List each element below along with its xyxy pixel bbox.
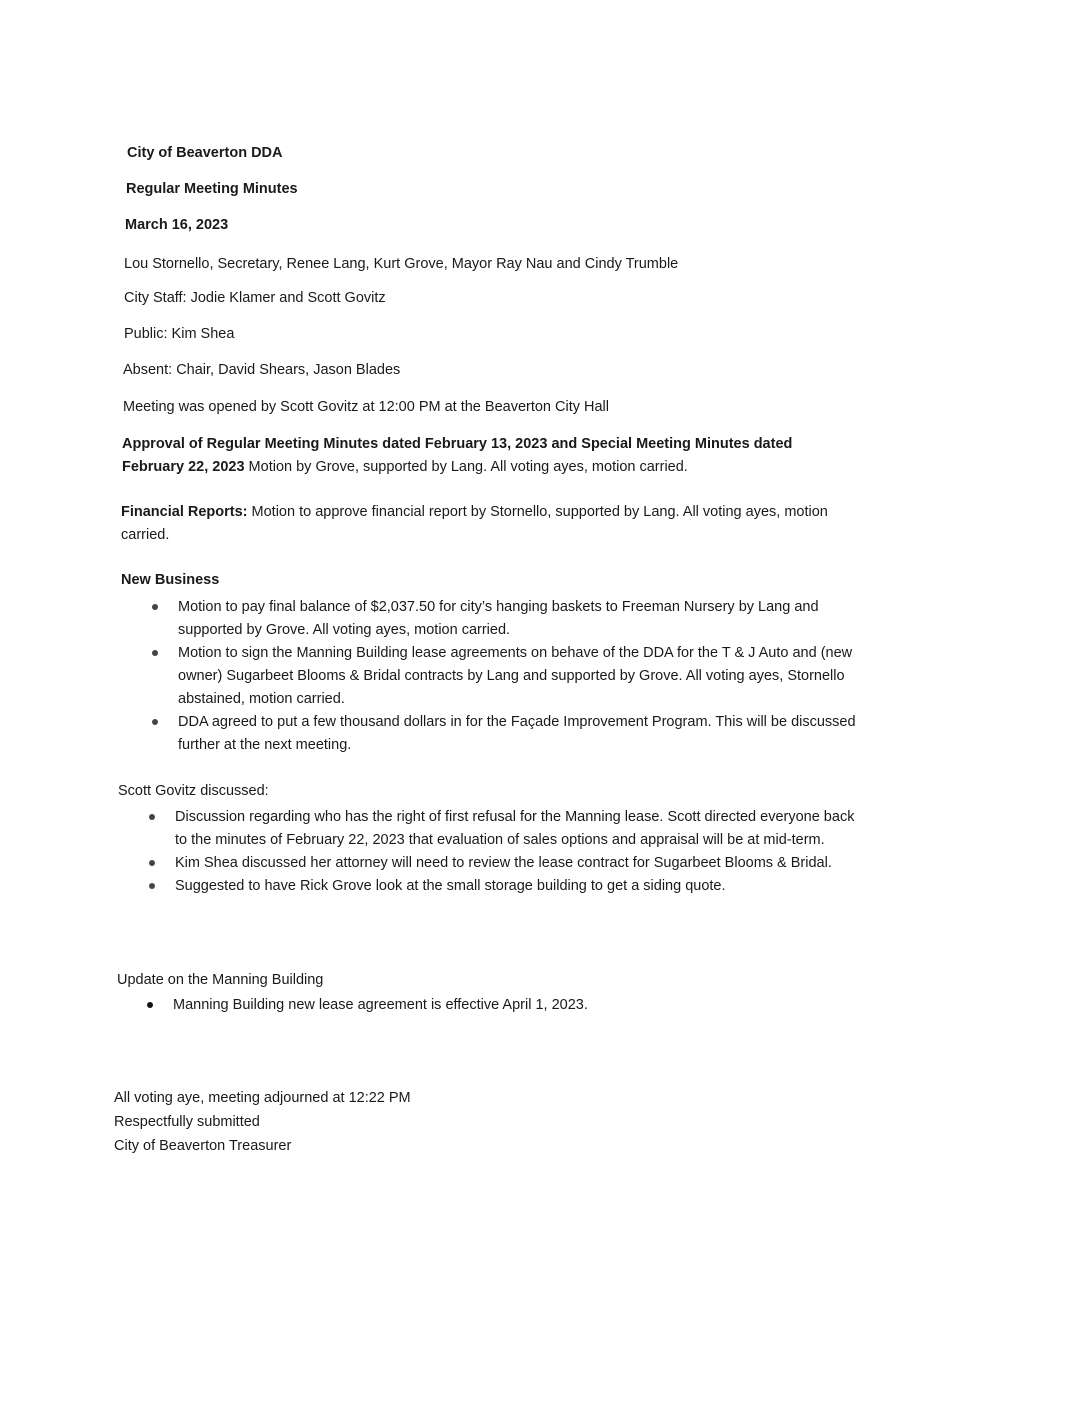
list-item-text: DDA agreed to put a few thousand dollars in for the Façade Improvement Program. This will be discussed further at the next meeting. bbox=[178, 714, 856, 753]
list-item-text: Manning Building new lease agreement is effective April 1, 2023. bbox=[173, 997, 588, 1013]
approval-text: Motion by Grove, supported by Lang. All voting ayes, motion carried. bbox=[244, 459, 688, 475]
financial-label: Financial Reports: bbox=[121, 504, 248, 520]
manning-list bbox=[173, 994, 863, 1017]
bullet-icon bbox=[152, 650, 158, 656]
list-item-text: Kim Shea discussed her attorney will need to review the lease contract for Sugarbeet Blooms & Bridal. bbox=[175, 855, 832, 871]
list-item-text: Motion to pay final balance of $2,037.50 for city’s hanging baskets to Freeman Nursery by Lang and supported by Grove. All voting ayes, motion carried. bbox=[178, 599, 819, 638]
bullet-icon bbox=[152, 604, 158, 610]
adjourned-line: All voting aye, meeting adjourned at 12:22 PM bbox=[114, 1090, 411, 1106]
list-item-text: Discussion regarding who has the right of first refusal for the Manning lease. Scott directed everyone back to the minutes of February 22, 2023 that evaluation of sales options and appraisal will be at mid-term. bbox=[175, 809, 855, 848]
approval-minutes bbox=[122, 433, 857, 479]
financial-reports bbox=[121, 501, 861, 547]
list-item bbox=[178, 596, 868, 642]
submitted-line: Respectfully submitted bbox=[114, 1114, 260, 1130]
bullet-icon bbox=[147, 1002, 153, 1008]
list-item-text: Motion to sign the Manning Building lease agreements on behave of the DDA for the T & J Auto and (new owner) Sugarbeet Blooms & Bridal contracts by Lang and supported by Grove. All voting ayes, Stornello abstained, motion carried. bbox=[178, 645, 853, 707]
approval-label: Approval of Regular Meeting Minutes dated February 13, 2023 and Special Meeting Minutes dated February 22, 2023 bbox=[122, 436, 793, 475]
closing-block bbox=[114, 1086, 411, 1158]
financial-text: Motion to approve financial report by Stornello, supported by Lang. All voting ayes, motion carried. bbox=[121, 504, 828, 543]
bullet-icon bbox=[149, 860, 155, 866]
manning-title: Update on the Manning Building bbox=[117, 972, 324, 988]
attendees-public: Public: Kim Shea bbox=[124, 326, 235, 342]
list-item bbox=[173, 994, 863, 1017]
new-business-title: New Business bbox=[121, 572, 220, 588]
document-title: Regular Meeting Minutes bbox=[126, 181, 298, 197]
meeting-date: March 16, 2023 bbox=[125, 217, 229, 233]
meeting-opened: Meeting was opened by Scott Govitz at 12:00 PM at the Beaverton City Hall bbox=[123, 399, 610, 415]
bullet-icon bbox=[152, 719, 158, 725]
list-item bbox=[175, 875, 865, 898]
new-business-list bbox=[178, 596, 868, 757]
list-item bbox=[178, 642, 868, 711]
bullet-icon bbox=[149, 814, 155, 820]
govitz-title: Scott Govitz discussed: bbox=[118, 783, 269, 799]
org-name: City of Beaverton DDA bbox=[127, 145, 283, 161]
submitted-by-line: City of Beaverton Treasurer bbox=[114, 1138, 292, 1154]
attendees-staff: City Staff: Jodie Klamer and Scott Govitz bbox=[124, 290, 386, 306]
list-item bbox=[178, 711, 868, 757]
list-item bbox=[175, 852, 865, 875]
govitz-list bbox=[175, 806, 865, 898]
attendees-absent: Absent: Chair, David Shears, Jason Blades bbox=[123, 362, 401, 378]
list-item-text: Suggested to have Rick Grove look at the small storage building to get a siding quote. bbox=[175, 878, 726, 894]
bullet-icon bbox=[149, 883, 155, 889]
list-item bbox=[175, 806, 865, 852]
attendees-members: Lou Stornello, Secretary, Renee Lang, Kurt Grove, Mayor Ray Nau and Cindy Trumble bbox=[124, 256, 679, 272]
